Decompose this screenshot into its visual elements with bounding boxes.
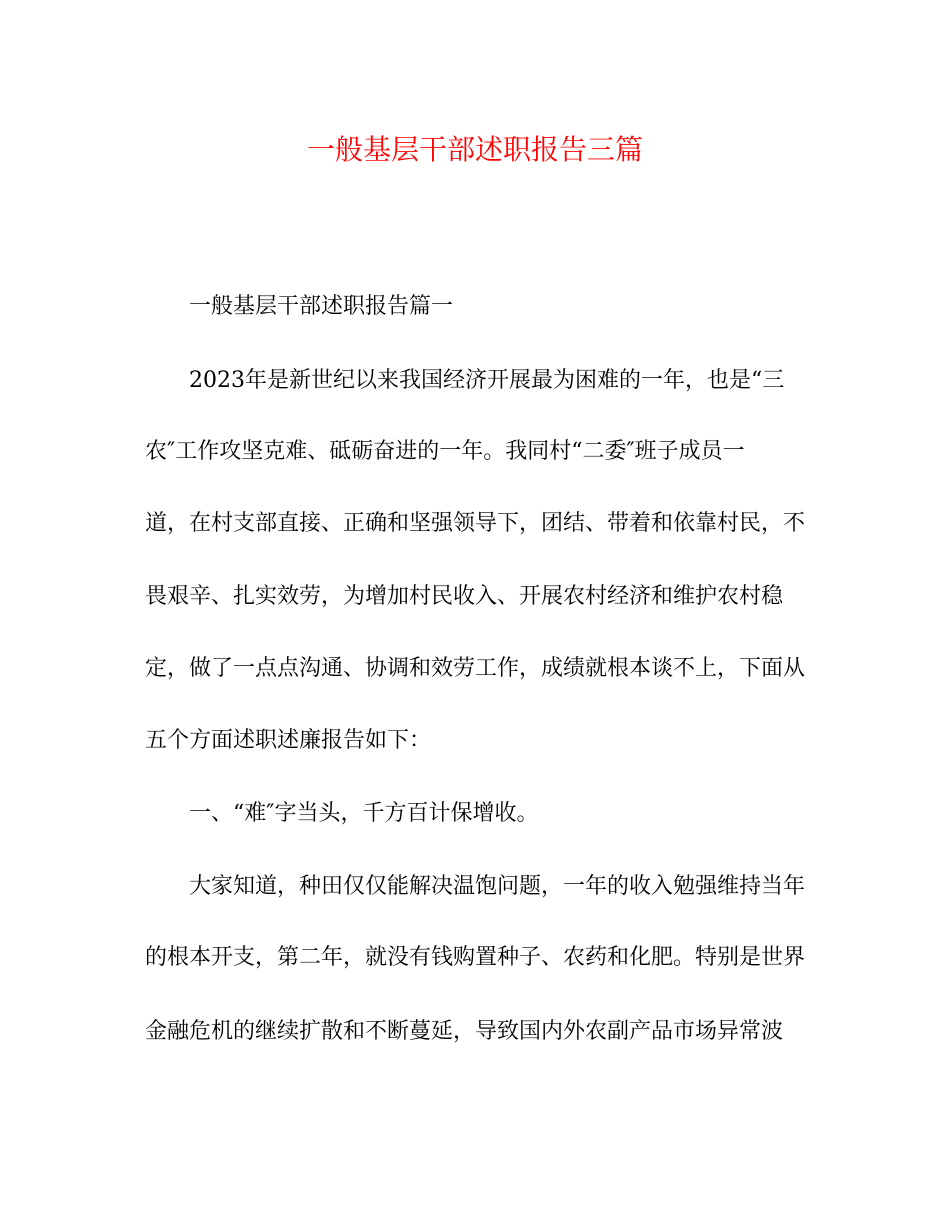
document-title: 一般基层干部述职报告三篇 <box>306 133 643 166</box>
paragraph-line: 五个方面述职述廉报告如下： <box>145 728 432 753</box>
section-heading-1: 一般基层干部述职报告篇一 <box>189 294 454 319</box>
paragraph-line: 金融危机的继续扩散和不断蔓延，导致国内外农副产品市场异常波 <box>145 1019 784 1044</box>
paragraph-line: 畏艰辛、扎实效劳，为增加村民收入、开展农村经济和维护农村稳 <box>145 584 784 609</box>
paragraph-line: 道，在村支部直接、正确和坚强领导下，团结、带着和依靠村民，不 <box>145 511 806 536</box>
paragraph-line: 农″工作攻坚克难、砥砺奋进的一年。我同村“二委″班子成员一 <box>145 439 745 464</box>
paragraph-line: 的根本开支，第二年，就没有钱购置种子、农药和化肥。特别是世界 <box>145 945 806 970</box>
subsection-heading: 一、“难″字当头，千方百计保增收。 <box>189 801 539 826</box>
paragraph-line: 定，做了一点点沟通、协调和效劳工作，成绩就根本谈不上，下面从 <box>145 656 806 681</box>
paragraph-line: 2023年是新世纪以来我国经济开展最为困难的一年，也是“三 <box>189 368 785 393</box>
paragraph-line: 大家知道，种田仅仅能解决温饱问题，一年的收入勉强维持当年 <box>189 874 806 899</box>
